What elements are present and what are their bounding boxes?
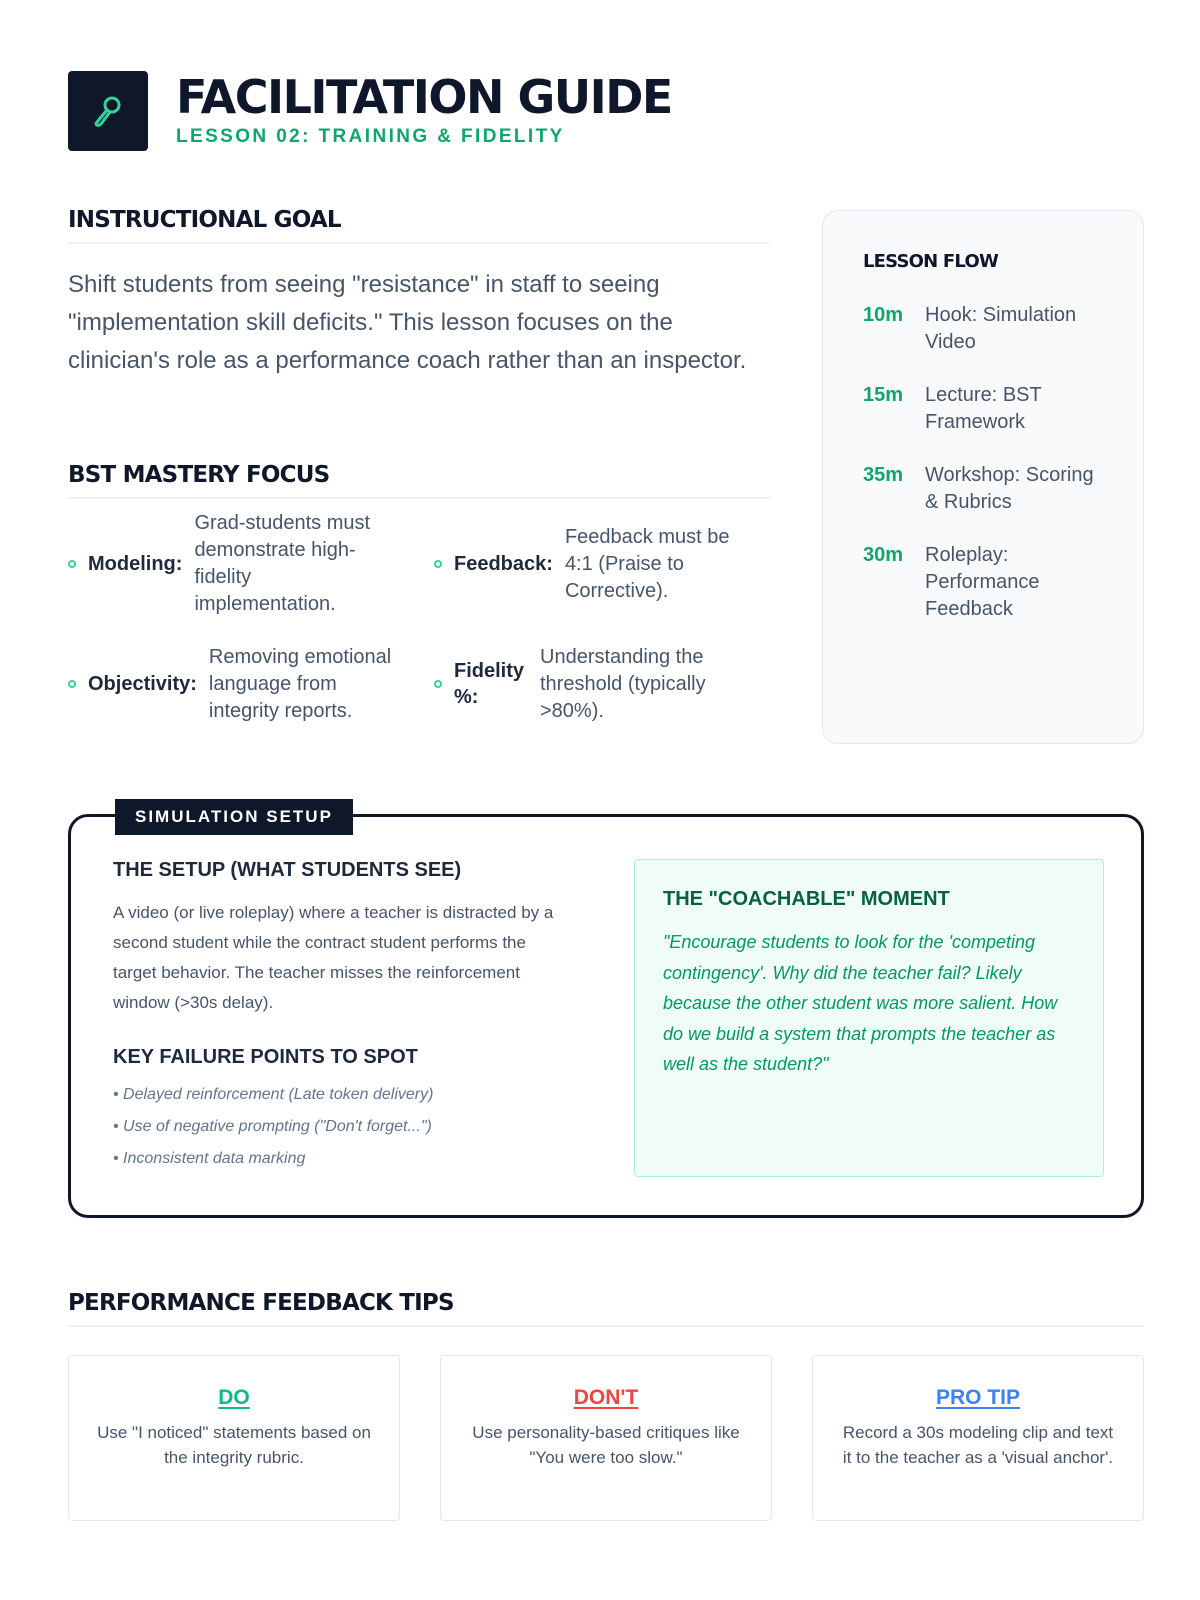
mastery-desc: Removing emotional language from integrity reports.: [208, 645, 392, 722]
bullet-icon: [68, 560, 76, 568]
goal-text: Shift students from seeing "resistance" in staff to seeing "implementation skill deficits." This lesson focuses on the clinician's role as a performance coach rather than an inspector.: [68, 271, 747, 374]
list-item: • Inconsistent data marking: [113, 1150, 306, 1167]
flow-activity: Workshop: Scoring & Rubrics: [925, 464, 1094, 513]
setup-text: A video (or live roleplay) where a teacher is distracted by a second student while the contract student performs the target behavior. The teacher misses the reinforcement window (>30s delay).: [113, 903, 554, 1012]
flow-activity: Hook: Simulation Video: [925, 304, 1077, 353]
coach-quote: "Encourage students to look for the 'competing contingency'. Why did the teacher fail? Likely because the other student was more salient. How do we build a system that prompts the teacher as well as the student?": [663, 932, 1058, 1074]
flow-row: [863, 462, 1103, 516]
failure-list: [113, 1079, 569, 1175]
page-subtitle: LESSON 02: TRAINING & FIDELITY: [176, 126, 565, 147]
tips-heading: PERFORMANCE FEEDBACK TIPS: [68, 1290, 1144, 1327]
mastery-desc: Grad-students must demonstrate high-fidelity implementation.: [194, 512, 371, 615]
lesson-flow-card: [822, 210, 1144, 744]
mastery-label: Objectivity:: [88, 673, 197, 695]
failure-heading: KEY FAILURE POINTS TO SPOT: [113, 1046, 418, 1068]
flow-time: 10m: [863, 304, 904, 326]
simulation-box: [68, 807, 1144, 1218]
mastery-label: Fidelity %:: [454, 660, 525, 708]
microphone-icon: [88, 91, 128, 131]
mastery-desc: Understanding the threshold (typically >80%).: [540, 645, 706, 722]
mastery-desc: Feedback must be 4:1 (Praise to Corrective).: [564, 525, 730, 602]
flow-row: [863, 542, 1103, 623]
coachable-moment-box: [634, 859, 1104, 1177]
tip-card-pro-tip: [812, 1355, 1144, 1521]
tip-card-dont: [440, 1355, 772, 1521]
flow-time: 35m: [863, 464, 904, 486]
bullet-icon: [434, 560, 442, 568]
flow-row: [863, 302, 1103, 356]
mastery-item-objectivity: [68, 632, 408, 736]
bullet-icon: [434, 680, 442, 688]
simulation-tag: SIMULATION SETUP: [115, 799, 353, 835]
header: [68, 71, 672, 151]
tip-title: PRO TIP: [935, 1386, 1020, 1409]
flow-time: 30m: [863, 544, 904, 566]
tip-card-do: [68, 1355, 400, 1521]
mastery-item-fidelity: [434, 632, 770, 736]
flow-time: 15m: [863, 384, 904, 406]
tip-text: Use "I noticed" statements based on the integrity rubric.: [97, 1423, 371, 1467]
tip-text: Use personality-based critiques like "You were too slow.": [472, 1423, 740, 1467]
flow-row: [863, 382, 1103, 436]
tip-text: Record a 30s modeling clip and text it to the teacher as a 'visual anchor'.: [842, 1423, 1114, 1467]
simulation-setup: [113, 859, 569, 1175]
goal-heading: INSTRUCTIONAL GOAL: [68, 207, 770, 244]
page-title: FACILITATION GUIDE: [176, 70, 672, 124]
tip-title: DON'T: [573, 1386, 639, 1409]
flow-activity: Roleplay: Performance Feedback: [925, 544, 1040, 620]
mastery-item-feedback: [434, 512, 770, 616]
logo-box: [68, 71, 148, 151]
mastery-heading: BST MASTERY FOCUS: [68, 462, 770, 499]
mastery-label: Feedback:: [454, 553, 553, 575]
bullet-icon: [68, 680, 76, 688]
flow-activity: Lecture: BST Framework: [925, 384, 1042, 433]
mastery-label: Modeling:: [88, 553, 183, 575]
coach-heading: THE "COACHABLE" MOMENT: [663, 888, 950, 910]
lesson-flow-title: LESSON FLOW: [863, 251, 998, 272]
tip-title: DO: [218, 1386, 250, 1409]
mastery-item-modeling: [68, 512, 408, 616]
list-item: • Use of negative prompting ("Don't forget..."): [113, 1118, 432, 1135]
list-item: • Delayed reinforcement (Late token delivery): [113, 1086, 434, 1103]
setup-heading: THE SETUP (WHAT STUDENTS SEE): [113, 859, 462, 881]
